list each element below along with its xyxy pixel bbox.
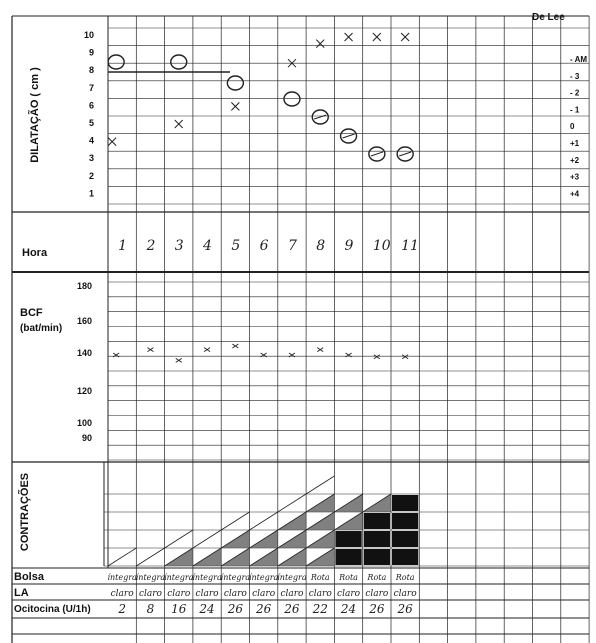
contraction-solid xyxy=(392,549,418,565)
contraction-solid xyxy=(364,549,390,565)
station-label: - AM xyxy=(570,55,588,64)
oxytocin-value: 16 xyxy=(171,602,187,616)
dilatation-scale-label: 6 xyxy=(88,100,94,111)
hour-value: 6 xyxy=(259,238,269,254)
dilatation-scale-label: 8 xyxy=(88,65,94,76)
dilatation-scale-label: 1 xyxy=(88,188,94,199)
membranes-value: Rota xyxy=(395,573,415,582)
oxytocin-value: 2 xyxy=(118,602,126,616)
station-label: - 2 xyxy=(570,88,580,98)
dilatation-scale-label: 3 xyxy=(88,153,94,164)
membranes-value: íntegra xyxy=(164,573,194,582)
amniotic-fluid-value: claro xyxy=(337,589,361,599)
hour-value: 2 xyxy=(146,238,156,254)
oxytocin-value: 26 xyxy=(284,602,300,616)
fhr-scale-label: 90 xyxy=(81,433,92,443)
amniotic-fluid-value: claro xyxy=(138,589,162,599)
membranes-value: íntegra xyxy=(135,573,166,582)
amniotic-fluid-value: claro xyxy=(223,589,247,599)
membranes-value: Rota xyxy=(310,573,330,582)
station-label: +2 xyxy=(570,155,580,165)
contraction-solid xyxy=(335,549,361,565)
hour-value: 10 xyxy=(372,238,391,254)
station-label: +1 xyxy=(570,139,580,148)
contraction-solid xyxy=(335,531,361,547)
fhr-scale-label: 100 xyxy=(76,418,92,428)
membranes-value: íntegra xyxy=(248,573,279,582)
fhr-scale-label: 160 xyxy=(76,316,92,326)
hour-value: 4 xyxy=(203,238,212,254)
oxytocin-value: 8 xyxy=(146,602,155,616)
dilatation-scale-label: 10 xyxy=(83,30,94,40)
station-label: - 1 xyxy=(570,105,580,115)
amniotic-fluid-value: claro xyxy=(195,589,219,599)
station-label: +4 xyxy=(570,189,580,199)
hour-value: 9 xyxy=(344,238,354,254)
amniotic-fluid-value: claro xyxy=(365,589,389,599)
membranes-label: Bolsa xyxy=(14,571,44,583)
oxytocin-value: 26 xyxy=(227,602,243,616)
membranes-value: Rota xyxy=(339,573,358,582)
contraction-solid xyxy=(392,513,418,529)
dilatation-scale-label: 5 xyxy=(88,118,94,128)
oxytocin-value: 22 xyxy=(312,602,328,616)
amniotic-fluid-value: claro xyxy=(280,589,304,599)
hour-value: 7 xyxy=(287,238,297,254)
membranes-value: íntegra xyxy=(107,573,137,582)
contraction-solid xyxy=(392,495,418,511)
hour-value: 11 xyxy=(401,238,419,254)
membranes-value: íntegra xyxy=(220,573,251,582)
dilatation-scale-label: 9 xyxy=(88,47,94,58)
station-label: - 3 xyxy=(570,71,580,81)
fhr-scale-label: 140 xyxy=(76,348,92,358)
oxytocin-label: Ocitocina (U/1h) xyxy=(14,604,91,615)
contraction-solid xyxy=(364,513,390,529)
amniotic-fluid-value: claro xyxy=(167,589,191,599)
contractions-label: CONTRAÇÕES xyxy=(19,472,31,552)
amniotic-fluid-value: claro xyxy=(110,589,134,599)
amniotic-fluid-value: claro xyxy=(252,589,276,599)
hour-value: 1 xyxy=(118,238,128,254)
hour-value: 8 xyxy=(316,238,326,254)
dilatation-title: DILATAÇÃO ( cm ) xyxy=(29,67,41,163)
oxytocin-value: 24 xyxy=(340,602,357,616)
amniotic-fluid-value: claro xyxy=(308,589,332,599)
membranes-value: Rota xyxy=(367,573,387,582)
membranes-value: íntegra xyxy=(277,573,307,582)
fhr-unit: (bat/min) xyxy=(20,323,63,334)
fhr-label: BCF xyxy=(20,307,43,319)
oxytocin-value: 24 xyxy=(199,602,215,616)
amniotic-fluid-label: LA xyxy=(14,587,29,599)
amniotic-fluid-value: claro xyxy=(393,589,417,599)
hour-value: 3 xyxy=(174,238,184,254)
station-label: 0 xyxy=(570,122,575,132)
oxytocin-value: 26 xyxy=(256,602,272,616)
oxytocin-value: 26 xyxy=(397,602,413,616)
dilatation-scale-label: 7 xyxy=(88,82,94,93)
station-label: +3 xyxy=(570,172,580,182)
system-label: De Lee xyxy=(532,12,565,23)
dilatation-scale-label: 2 xyxy=(88,170,94,181)
fhr-scale-label: 120 xyxy=(76,386,92,396)
fhr-scale-label: 180 xyxy=(76,281,92,291)
hour-label: Hora xyxy=(22,247,48,259)
hour-value: 5 xyxy=(231,238,241,254)
contraction-solid xyxy=(392,531,418,547)
dilatation-scale-label: 4 xyxy=(88,135,94,146)
membranes-value: íntegra xyxy=(192,573,222,582)
contraction-solid xyxy=(364,531,390,547)
oxytocin-value: 26 xyxy=(369,602,385,616)
